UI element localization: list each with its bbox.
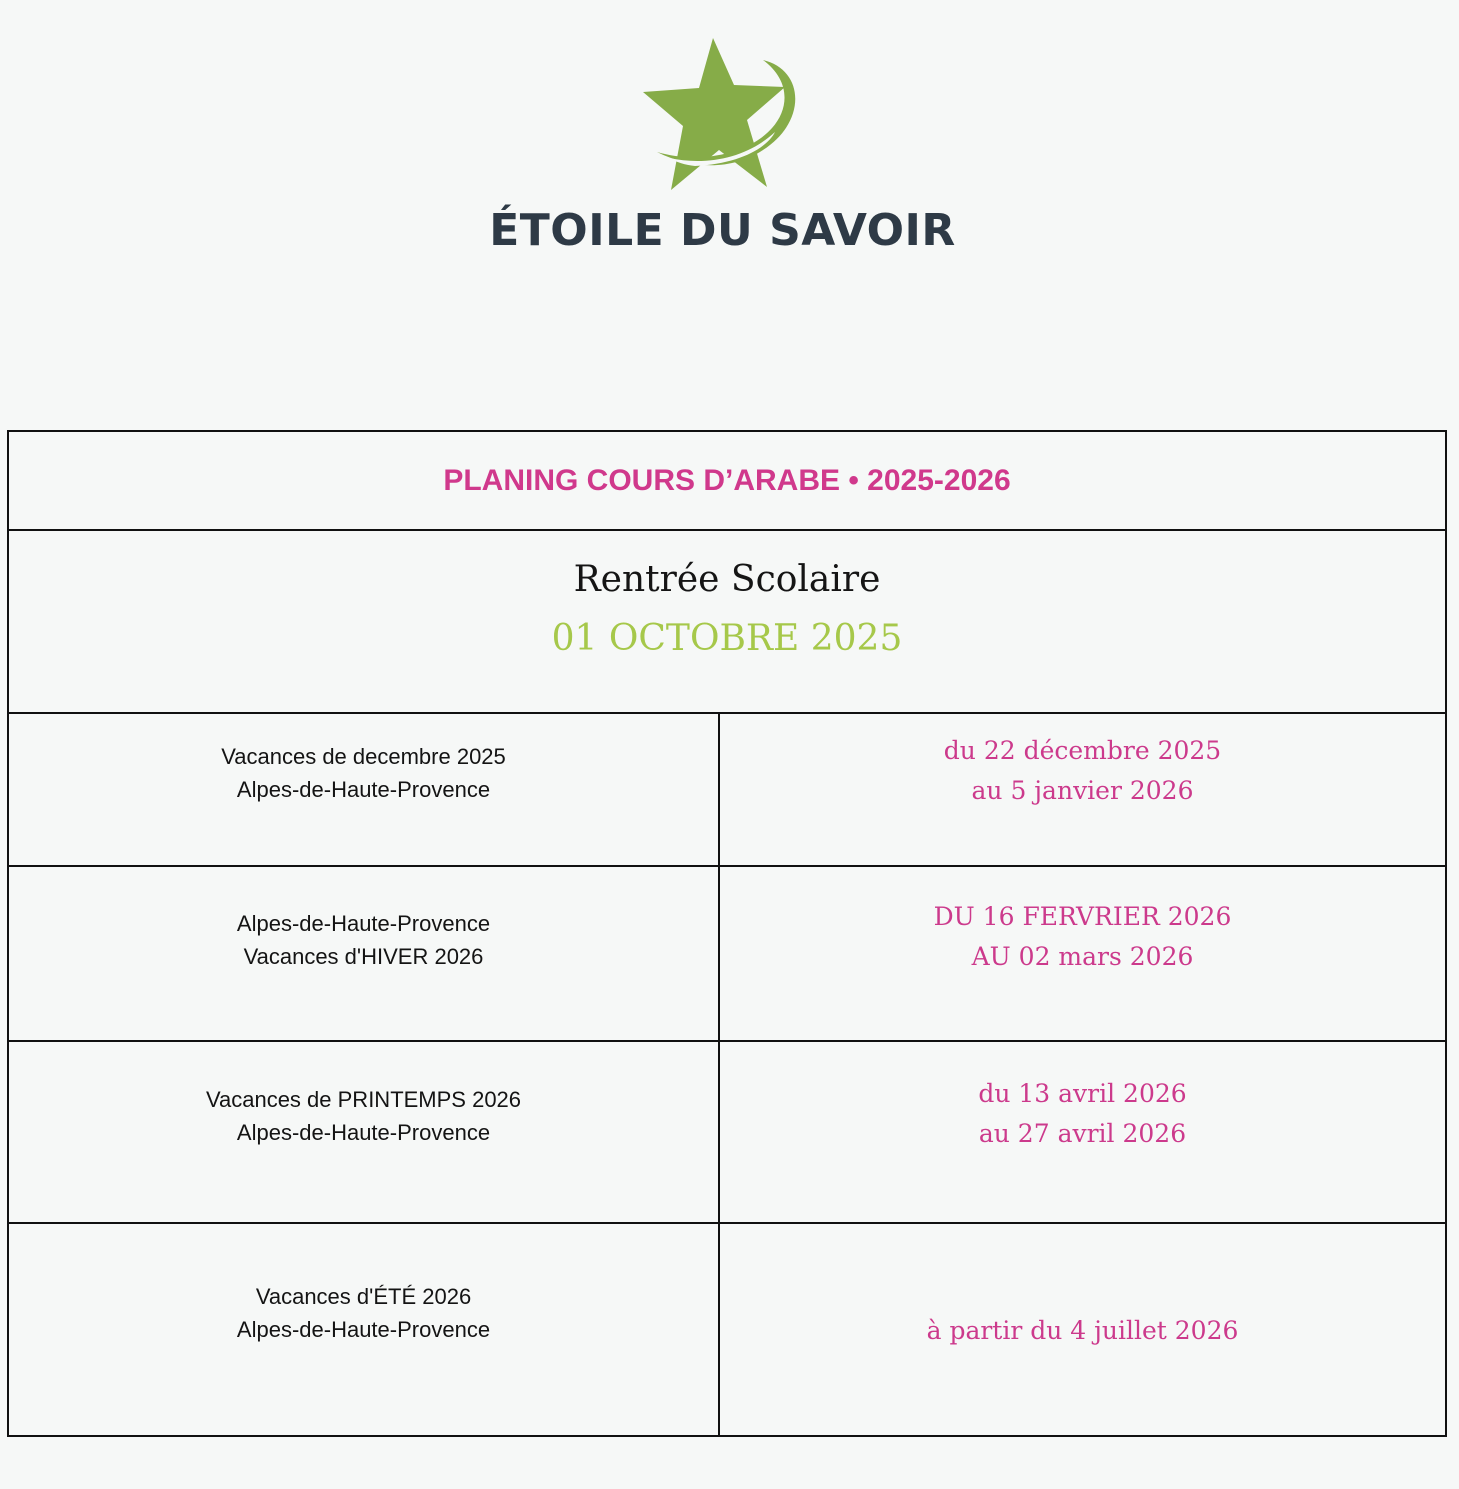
rentree-date: 01 OCTOBRE 2025 xyxy=(551,618,903,659)
rentree-cell xyxy=(8,530,1446,713)
holiday-name-cell xyxy=(8,1223,719,1436)
holiday-end: au 27 avril 2026 xyxy=(978,1119,1187,1148)
holiday-name: Vacances d'ÉTÉ 2026 xyxy=(255,1284,472,1309)
star-logo-icon xyxy=(635,30,825,200)
holiday-start: à partir du 4 juillet 2026 xyxy=(926,1316,1239,1345)
holiday-dates-cell xyxy=(719,713,1446,866)
planning-table xyxy=(7,430,1447,1437)
brand-name: ÉTOILE DU SAVOIR xyxy=(489,205,956,256)
holiday-end: au 5 janvier 2026 xyxy=(971,776,1194,805)
table-row xyxy=(8,1041,1446,1223)
rentree-label: Rentrée Scolaire xyxy=(573,559,881,600)
holiday-name-cell xyxy=(8,1041,719,1223)
holiday-region: Alpes-de-Haute-Provence xyxy=(236,911,491,936)
table-row xyxy=(8,866,1446,1041)
holiday-name: Vacances de decembre 2025 xyxy=(221,744,506,769)
holiday-dates-cell xyxy=(719,1223,1446,1436)
holiday-name-cell xyxy=(8,866,719,1041)
holiday-dates-cell xyxy=(719,1041,1446,1223)
holiday-name-cell xyxy=(8,713,719,866)
table-row xyxy=(8,1223,1446,1436)
holiday-region: Alpes-de-Haute-Provence xyxy=(236,1120,491,1145)
holiday-region: Alpes-de-Haute-Provence xyxy=(236,777,491,802)
holiday-end: AU 02 mars 2026 xyxy=(971,942,1194,971)
holiday-name: Vacances de PRINTEMPS 2026 xyxy=(205,1087,522,1112)
holiday-region: Alpes-de-Haute-Provence xyxy=(236,1317,491,1342)
holiday-dates-cell xyxy=(719,866,1446,1041)
holiday-start: du 22 décembre 2025 xyxy=(943,736,1222,765)
holiday-start: du 13 avril 2026 xyxy=(978,1079,1187,1108)
planning-title-cell xyxy=(8,431,1446,530)
brand-logo xyxy=(0,30,1459,200)
planning-title: PLANING COURS D’ARABE • 2025-2026 xyxy=(443,463,1011,497)
table-row xyxy=(8,713,1446,866)
star-shape xyxy=(643,38,785,190)
holiday-name: Vacances d'HIVER 2026 xyxy=(243,944,484,969)
holiday-start: DU 16 FERVRIER 2026 xyxy=(933,902,1232,931)
